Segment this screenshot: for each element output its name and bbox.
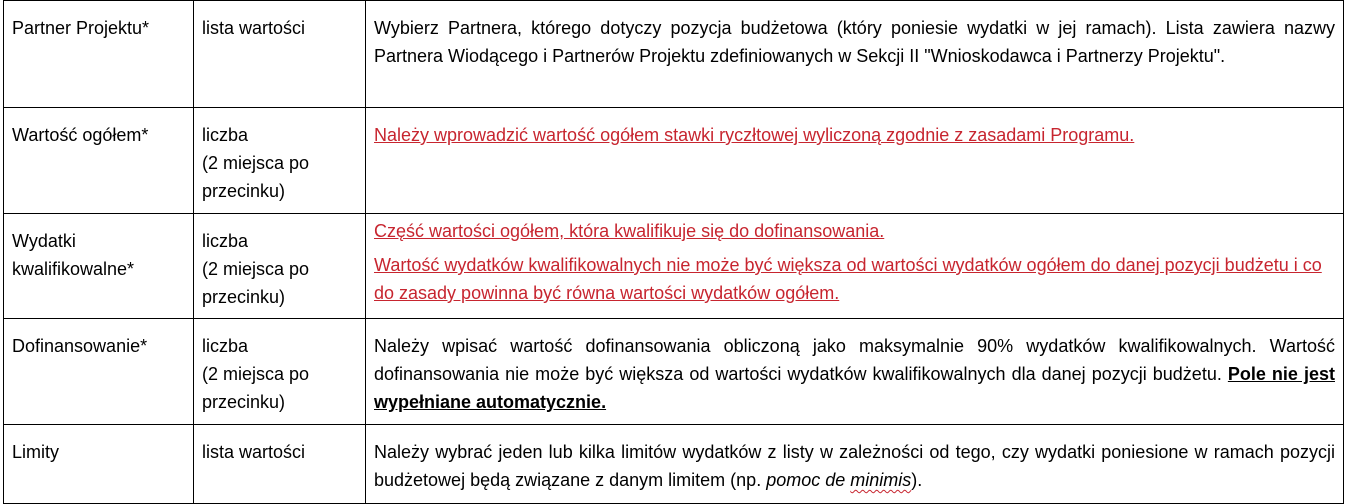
field-description-cell: Wybierz Partnera, którego dotyczy pozycja budżetowa (który poniesie wydatki w jej ramach). Lista zawiera nazwy Partnera Wiodącego i Partnerów Projektu zdefiniowanych w Sekcji II "Wnioskodawca i Partnerzy Projektu". bbox=[366, 1, 1344, 108]
field-type-cell: lista wartości bbox=[194, 425, 366, 504]
field-description-cell bbox=[366, 214, 1344, 319]
description-text: Należy wpisać wartość dofinansowania obliczoną jako maksymalnie 90% wydatków kwalifikowalnych. Wartość dofinansowania nie może być większa od wartości wydatków kwalifikowalnych dla danej pozycji budżetu. bbox=[374, 336, 1335, 384]
tracked-insertion-text: Należy wprowadzić wartość ogółem stawki ryczłtowej wyliczoną zgodnie z zasadami Programu. bbox=[374, 125, 1135, 145]
field-name-cell: Dofinansowanie* bbox=[4, 319, 194, 425]
field-type-cell bbox=[194, 214, 366, 319]
field-description-cell bbox=[366, 319, 1344, 425]
field-name-cell: Wydatki kwalifikowalne* bbox=[4, 214, 194, 319]
table-row-cofinancing bbox=[4, 319, 1344, 425]
field-type-text: liczba (2 miejsca po przecinku) bbox=[202, 125, 310, 201]
tracked-insertion-text: Część wartości ogółem, która kwalifikuje się do dofinansowania. bbox=[374, 221, 885, 241]
field-type-cell bbox=[194, 319, 366, 425]
field-name-cell: Wartość ogółem* bbox=[4, 108, 194, 214]
field-type-cell bbox=[194, 108, 366, 214]
field-name-cell: Partner Projektu* bbox=[4, 1, 194, 108]
spellcheck-flagged-term: minimis bbox=[850, 470, 912, 490]
field-description-cell bbox=[366, 425, 1344, 504]
table-row-limits bbox=[4, 425, 1344, 504]
emphasized-note: Pole nie jest wypełniane automatycznie. bbox=[374, 364, 1335, 412]
field-type-cell: lista wartości bbox=[194, 1, 366, 108]
table-row-total-value bbox=[4, 108, 1344, 214]
table-row-partner bbox=[4, 1, 1344, 108]
table-row-eligible-costs bbox=[4, 214, 1344, 319]
italic-term: pomoc de bbox=[766, 470, 851, 490]
description-text: Należy wybrać jeden lub kilka limitów wydatków z listy w zależności od tego, czy wydatki poniesione w ramach pozycji budżetowej będą związane z danym limitem (np. bbox=[374, 442, 1335, 490]
field-type-text: liczba (2 miejsca po przecinku) bbox=[202, 336, 310, 412]
budget-fields-table bbox=[3, 0, 1344, 504]
tracked-insertion-text: Wartość wydatków kwalifikowalnych nie może być większa od wartości wydatków ogółem do danej pozycji budżetu i co do zasady powinna być równa wartości wydatków ogółem. bbox=[374, 255, 1322, 303]
field-description-cell bbox=[366, 108, 1344, 214]
description-text: ). bbox=[911, 470, 923, 490]
field-type-text: liczba (2 miejsca po przecinku) bbox=[202, 231, 310, 307]
field-name-cell: Limity bbox=[4, 425, 194, 504]
